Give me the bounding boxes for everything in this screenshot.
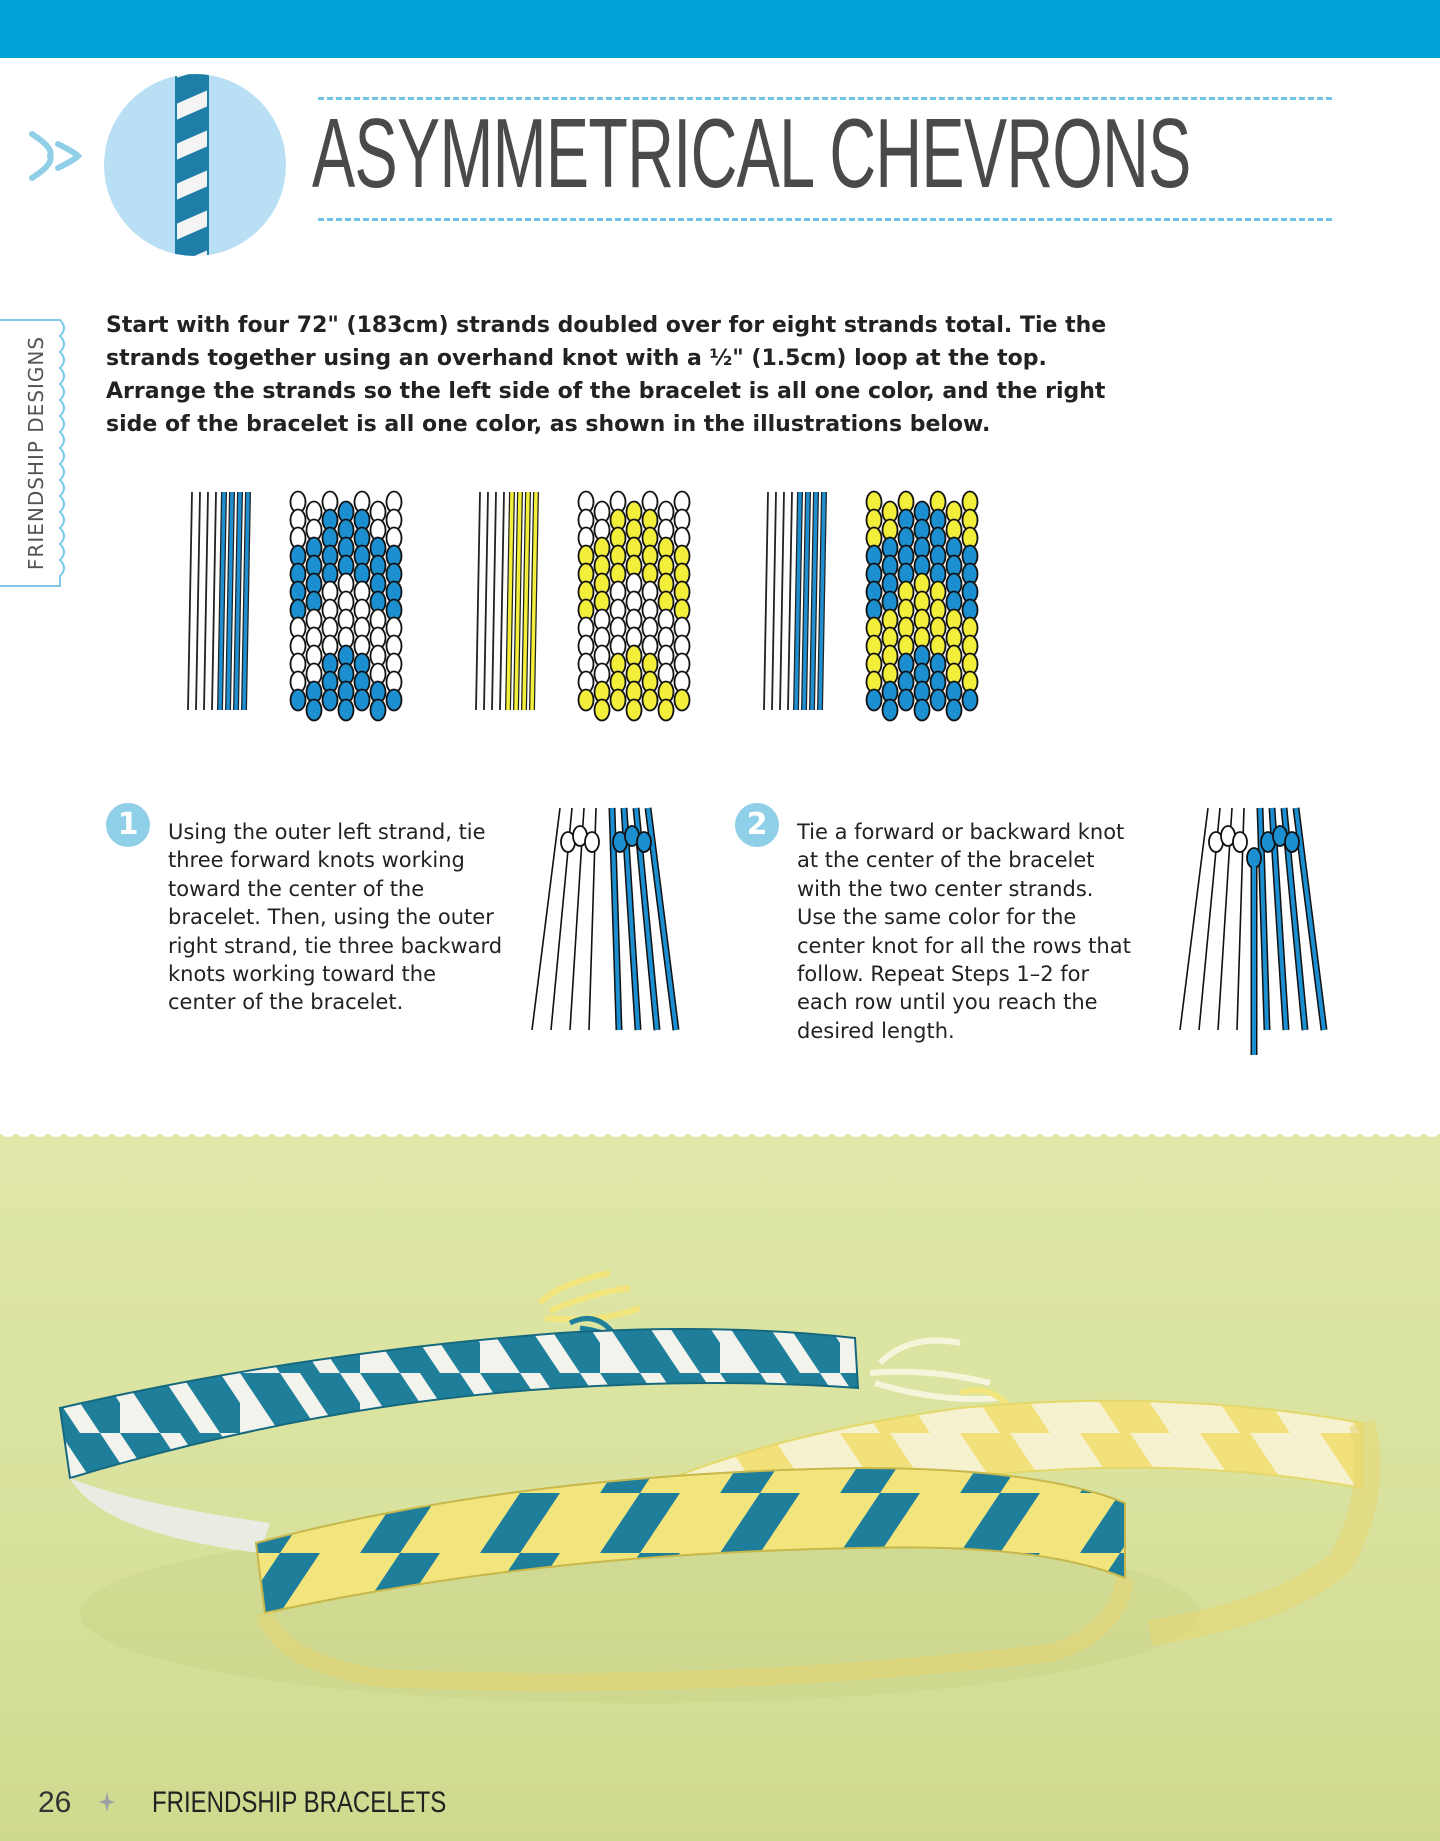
diagram-yellow-blue <box>762 482 992 727</box>
step-2-badge: 2 <box>735 803 779 847</box>
diagram-white-yellow <box>474 482 704 727</box>
step-2-figure <box>1168 800 1328 1065</box>
bracelets-photo <box>0 1133 1440 1841</box>
section-label: FRIENDSHIP DESIGNS <box>24 335 48 571</box>
step-1-text: Using the outer left strand, tie three forward knots working toward the center of the bracelet. Then, using the outer right strand, tie three backward knots working toward the center of the bracelet. <box>168 820 503 1015</box>
page-number: 26 <box>38 1786 72 1819</box>
book-title: FRIENDSHIP BRACELETS <box>152 1786 447 1819</box>
diagram-white-blue <box>186 482 416 727</box>
intro-paragraph: Start with four 72" (183cm) strands doubled over for eight strands total. Tie the strands together using an overhand knot with a ½" (1.5cm) loop at the top. Arrange the strands so the left side of the bracelet is all one color, and the right side of the bracelet is all one color, as shown in the illustrations below. <box>106 313 1107 437</box>
page-title: ASYMMETRICAL CHEVRONS <box>312 98 1191 208</box>
step-1-badge: 1 <box>106 803 150 847</box>
step-1-figure <box>520 800 680 1060</box>
step-2-text: Tie a forward or backward knot at the center of the bracelet with the two center strands. Use the same color for the center knot for all the rows that follow. Repeat Steps 1–2 for each row until you reach the desired length. <box>797 820 1131 1043</box>
top-band <box>0 0 1440 58</box>
bracelet-thumbnail <box>104 74 286 256</box>
title-rule-bottom <box>318 218 1332 221</box>
star-ornament-icon <box>98 1791 116 1813</box>
chevron-arrows-icon <box>28 128 84 184</box>
